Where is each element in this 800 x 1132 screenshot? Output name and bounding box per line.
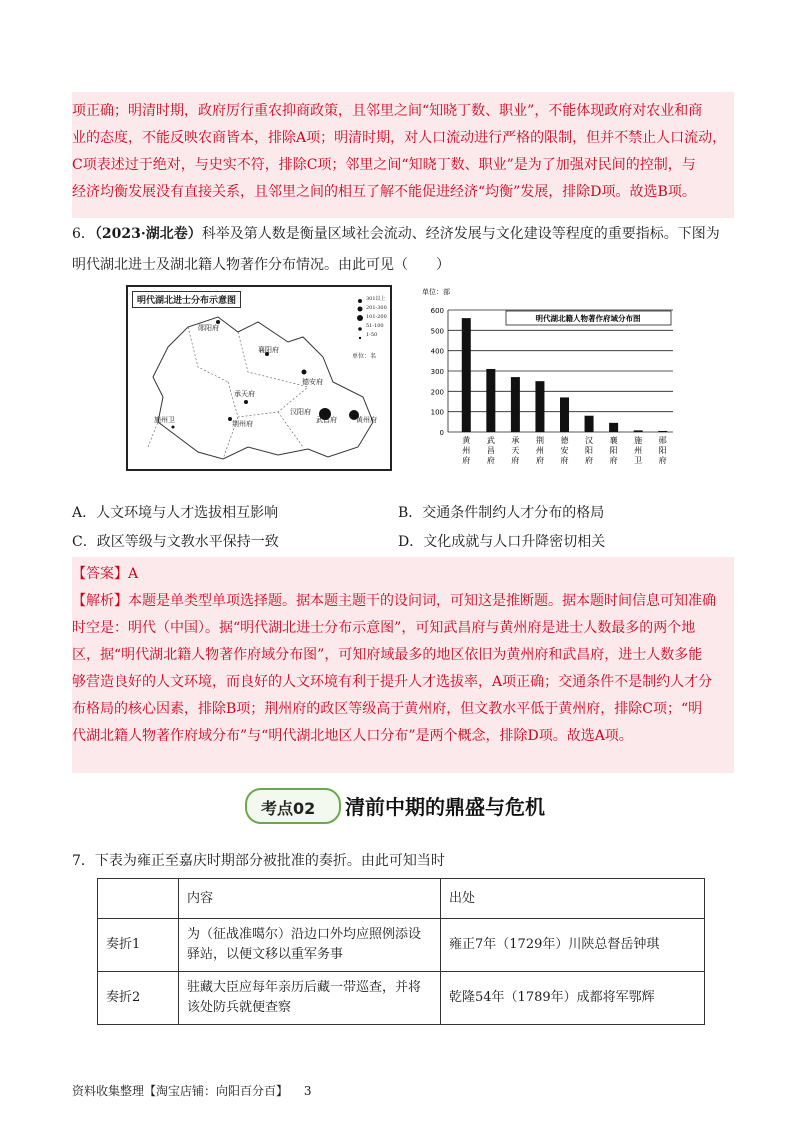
- legend-unit: 单位：名: [352, 353, 377, 360]
- answer-line-3: C项表述过于绝对，与史实不符，排除C项；邻里之间“知晓丁数、职业”是为了加强对民间的控制，与: [72, 157, 696, 173]
- option-b[interactable]: B．交通条件制约人才分布的格局: [398, 505, 605, 521]
- x-tick-label: 承: [511, 436, 520, 445]
- bar: [462, 318, 471, 432]
- page-number: 3: [303, 1084, 312, 1098]
- table-row: [98, 972, 705, 1025]
- answer-line-4: 经济均衡发展没有直接关系，且邻里之间的相互了解不能促进经济“均衡”发展，排除D项。故选B项。: [72, 184, 696, 200]
- x-tick-label: 安: [560, 446, 569, 455]
- place-chengtian: 承天府: [234, 390, 255, 398]
- legend-item: 1-50: [366, 332, 378, 338]
- section-title: 清前中期的鼎盛与危机: [345, 795, 545, 819]
- bar: [535, 381, 544, 432]
- table-cell: 乾隆54年（1789年）成都将军鄂辉: [441, 972, 705, 1025]
- table-header-row: [98, 879, 705, 919]
- y-tick-label: 300: [430, 368, 444, 376]
- x-tick-label: 昌: [486, 446, 495, 455]
- bar: [511, 377, 520, 432]
- place-huangzhou: 黄州府: [356, 416, 377, 424]
- map-legend: [366, 295, 387, 340]
- bar: [609, 423, 618, 432]
- legend-item: 101-200: [366, 314, 387, 320]
- jinshi-distribution-map: [126, 285, 392, 471]
- x-tick-label: 府: [585, 456, 594, 465]
- y-tick-label: 100: [430, 408, 444, 417]
- answer-line-2: 业的态度，不能反映农商皆本，排除A项；明清时期，对人口流动进行严格的限制，但并不禁止人口流动，: [72, 130, 727, 146]
- legend-item: 201-300: [366, 305, 387, 311]
- previous-answer-explanation: [72, 92, 734, 218]
- place-shizhou: 施州卫: [154, 416, 175, 424]
- memorial-table: [97, 878, 705, 1025]
- bar-chart-svg: [418, 284, 680, 472]
- x-tick-label: 汉: [585, 436, 594, 445]
- table-cell: 驻藏大臣应每年亲历后藏一带巡查，并将该处防兵就便查察: [179, 972, 441, 1025]
- option-c[interactable]: C．政区等级与文教水平保持一致: [72, 534, 279, 550]
- x-tick-label: 黄: [462, 436, 471, 445]
- section-badge: [245, 788, 341, 824]
- x-tick-label: 府: [609, 456, 618, 465]
- x-tick-label: 郧: [658, 436, 667, 445]
- table-row: [98, 919, 705, 972]
- place-dean: 德安府: [302, 378, 323, 386]
- x-tick-label: 府: [511, 456, 520, 465]
- place-yunyang: 郧阳府: [198, 324, 219, 332]
- analysis-line: 够营造良好的人文环境，而良好的人文环境有利于提升人才选拔率，A项正确；交通条件不是制约人才分: [72, 674, 713, 690]
- question-text-2: 明代湖北进士及湖北籍人物著作分布情况。由此可见（ ）: [72, 257, 450, 273]
- question-6-stem: [72, 221, 732, 279]
- analysis-line: 布格局的核心因素，排除B项；荆州府的政区等级高于黄州府，但文教水平低于黄州府，排除C项；“明: [72, 701, 703, 717]
- y-tick-label: 400: [430, 347, 444, 356]
- table-header-cell: 出处: [441, 879, 705, 919]
- table-cell: 雍正7年（1729年）川陕总督岳钟琪: [441, 919, 705, 972]
- x-tick-label: 府: [658, 456, 667, 465]
- x-tick-label: 施: [634, 436, 643, 445]
- analysis-line: 【解析】本题是单类型单项选择题。据本题主题干的设问词，可知这是推断题。据本题时间信息可知准确: [72, 593, 716, 609]
- question-text-1: 科举及第人数是衡量区域社会流动、经济发展与文化建设等程度的重要指标。下图为: [201, 226, 720, 242]
- question-6-answer: [72, 557, 734, 773]
- place-hanyang: 汉阳府: [290, 408, 311, 416]
- table-header-cell: 内容: [179, 879, 441, 919]
- analysis-line: 时空是：明代（中国）。据“明代湖北进士分布示意图”，可知武昌府与黄州府是进士人数最多的两个地: [72, 620, 696, 636]
- bar: [560, 397, 569, 432]
- x-tick-label: 阳: [658, 446, 667, 455]
- x-tick-label: 阳: [585, 446, 594, 455]
- x-tick-label: 德: [560, 436, 569, 445]
- footer-text: 资料收集整理【淘宝店铺：向阳百分百】: [72, 1084, 289, 1098]
- answer-line-1: 项正确；明清时期，政府厉行重农抑商政策，且邻里之间“知晓丁数、职业”，不能体现政府对农业和商: [72, 103, 703, 119]
- y-tick-label: 500: [430, 327, 444, 336]
- x-tick-label: 卫: [634, 456, 643, 465]
- analysis-line: 区，据“明代湖北籍人物著作府域分布图”，可知府域最多的地区依旧为黄州府和武昌府，进士人数多能: [72, 647, 703, 663]
- map-drawing: [128, 287, 390, 469]
- answer-label: 【答案】A: [72, 566, 139, 582]
- x-tick-label: 州: [535, 446, 544, 455]
- x-tick-label: 武: [486, 436, 495, 445]
- bar: [634, 430, 643, 432]
- x-tick-label: 襄: [609, 436, 618, 445]
- x-tick-label: 府: [560, 456, 569, 465]
- y-tick-label: 200: [430, 388, 444, 397]
- y-tick-label: 600: [430, 307, 444, 315]
- x-tick-label: 府: [486, 456, 495, 465]
- map-title: 明代湖北进士分布示意图: [132, 291, 241, 308]
- section-badge-label: 考点02: [261, 799, 316, 818]
- analysis-line: 代湖北籍人物著作府域分布”与“明代湖北地区人口分布”是两个概念，排除D项。故选A项。: [72, 728, 633, 744]
- x-tick-label: 荆: [535, 436, 544, 445]
- question-number: 6．: [72, 226, 95, 242]
- chart-unit-label: 单位：部: [422, 288, 450, 296]
- y-tick-label: 0: [439, 429, 444, 437]
- works-distribution-chart: [418, 284, 680, 472]
- question-7-stem: 7．下表为雍正至嘉庆时期部分被批准的奏折。由此可知当时: [72, 853, 445, 869]
- table-cell: 为（征战准噶尔）沿边口外均应照例添设驿站，以便文移以重军务事: [179, 919, 441, 972]
- bar: [658, 431, 667, 432]
- bar: [585, 416, 594, 432]
- x-tick-label: 府: [462, 456, 471, 465]
- x-tick-label: 州: [634, 446, 643, 455]
- table-header-cell: [98, 879, 179, 919]
- option-a[interactable]: A．人文环境与人才选拔相互影响: [72, 505, 279, 521]
- table-cell: 奏折1: [98, 919, 179, 972]
- bar: [486, 369, 495, 432]
- option-d[interactable]: D．文化成就与人口升降密切相关: [398, 534, 606, 550]
- chart-title: 明代湖北籍人物著作府域分布图: [535, 314, 641, 323]
- legend-item: 51-100: [366, 323, 384, 329]
- legend-item: 301以上: [366, 296, 386, 302]
- x-tick-label: 天: [511, 446, 520, 455]
- table-cell: 奏折2: [98, 972, 179, 1025]
- x-tick-label: 府: [535, 456, 544, 465]
- place-xiangyang: 襄阳府: [258, 346, 279, 354]
- x-tick-label: 阳: [609, 446, 618, 455]
- page-footer: [72, 1082, 311, 1099]
- question-source: （2023·湖北卷）: [94, 226, 202, 242]
- place-jingzhou: 荆州府: [232, 420, 253, 428]
- place-wuchang: 武昌府: [316, 416, 337, 424]
- x-tick-label: 州: [462, 446, 471, 455]
